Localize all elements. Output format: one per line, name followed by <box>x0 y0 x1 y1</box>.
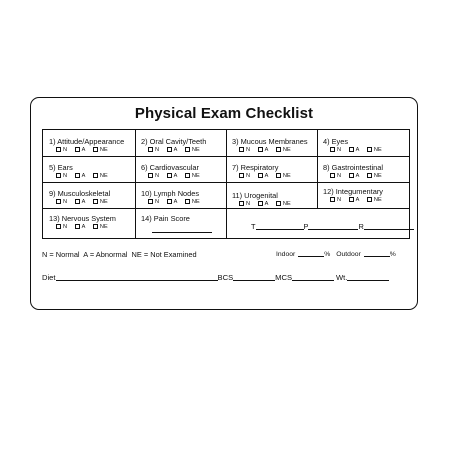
checkbox-not-examined[interactable]: NE <box>185 198 200 207</box>
checkbox-not-examined[interactable]: NE <box>367 172 382 181</box>
temperature-field[interactable] <box>256 229 304 230</box>
exam-item-label: 13) Nervous System <box>49 214 116 223</box>
exam-item-label: 14) Pain Score <box>141 214 190 223</box>
bcs-field[interactable] <box>233 280 275 281</box>
checkbox-abnormal[interactable]: A <box>349 146 360 155</box>
respiration-field[interactable] <box>364 229 414 230</box>
pulse-label: P <box>303 222 309 231</box>
bottom-row <box>42 273 389 282</box>
checkbox-normal[interactable]: N <box>56 223 67 232</box>
exam-item-label: 7) Respiratory <box>232 163 279 172</box>
environment-row <box>276 251 396 258</box>
exam-item-oral-cavity <box>135 130 226 156</box>
exam-item-label: 3) Mucous Membranes <box>232 137 308 146</box>
checkbox-abnormal[interactable]: A <box>75 146 86 155</box>
checkbox-not-examined[interactable]: NE <box>93 172 108 181</box>
checkbox-abnormal[interactable]: A <box>75 198 86 207</box>
checkbox-abnormal[interactable]: A <box>167 198 178 207</box>
outdoor-label: Outdoor <box>336 251 361 258</box>
checkbox-not-examined[interactable]: NE <box>93 223 108 232</box>
checkbox-normal[interactable]: N <box>330 172 341 181</box>
checkbox-not-examined[interactable]: NE <box>276 200 291 209</box>
checkbox-abnormal[interactable]: A <box>167 146 178 155</box>
exam-item-label: 8) Gastrointestinal <box>323 163 383 172</box>
exam-item-label: 1) Attitude/Appearance <box>49 137 125 146</box>
percent-sign: % <box>324 251 331 258</box>
checkbox-not-examined[interactable]: NE <box>276 172 291 181</box>
temperature-label: T <box>251 222 256 231</box>
checkbox-not-examined[interactable]: NE <box>93 146 108 155</box>
exam-item-respiratory <box>226 156 317 182</box>
checkbox-normal[interactable]: N <box>148 198 159 207</box>
exam-item-pain-score <box>135 208 226 238</box>
checkbox-abnormal[interactable]: A <box>75 172 86 181</box>
checkbox-abnormal[interactable]: A <box>258 172 269 181</box>
vitals-row <box>251 222 414 231</box>
checkbox-abnormal[interactable]: A <box>258 200 269 209</box>
diet-field[interactable] <box>56 280 218 281</box>
exam-item-lymph-nodes <box>135 182 226 208</box>
weight-field[interactable] <box>347 280 389 281</box>
checkbox-normal[interactable]: N <box>239 146 250 155</box>
checkbox-abnormal[interactable]: A <box>258 146 269 155</box>
checkbox-abnormal[interactable]: A <box>349 172 360 181</box>
exam-item-label: 4) Eyes <box>323 137 349 146</box>
diet-label: Diet <box>42 273 56 282</box>
checkbox-normal[interactable]: N <box>330 196 341 205</box>
pulse-field[interactable] <box>308 229 358 230</box>
checkbox-normal[interactable]: N <box>56 172 67 181</box>
exam-item-label: 5) Ears <box>49 163 73 172</box>
checkbox-normal[interactable]: N <box>239 200 250 209</box>
exam-item-label: 9) Musculoskeletal <box>49 189 111 198</box>
checkbox-not-examined[interactable]: NE <box>367 196 382 205</box>
exam-item-label: 6) Cardiovascular <box>141 163 199 172</box>
checkbox-not-examined[interactable]: NE <box>367 146 382 155</box>
exam-item-label: 11) Urogenital <box>232 191 278 200</box>
exam-item-nervous-system <box>43 208 135 238</box>
exam-item-label: 2) Oral Cavity/Teeth <box>141 137 207 146</box>
exam-item-urogenital <box>226 182 317 208</box>
checkbox-not-examined[interactable]: NE <box>93 198 108 207</box>
exam-item-label: 12) Integumentary <box>323 187 383 196</box>
checkbox-not-examined[interactable]: NE <box>185 146 200 155</box>
respiration-label: R <box>358 222 364 231</box>
percent-sign: % <box>389 251 396 258</box>
outdoor-field[interactable] <box>364 256 390 257</box>
checkbox-normal[interactable]: N <box>239 172 250 181</box>
checkbox-not-examined[interactable]: NE <box>185 172 200 181</box>
checkbox-abnormal[interactable]: A <box>167 172 178 181</box>
indoor-label: Indoor <box>276 251 296 258</box>
indoor-field[interactable] <box>298 256 324 257</box>
exam-item-label: 10) Lymph Nodes <box>141 189 200 198</box>
checkbox-not-examined[interactable]: NE <box>276 146 291 155</box>
mcs-field[interactable] <box>292 280 334 281</box>
checkbox-normal[interactable]: N <box>56 146 67 155</box>
pain-score-field[interactable] <box>152 232 212 233</box>
checkbox-normal[interactable]: N <box>148 172 159 181</box>
checkbox-normal[interactable]: N <box>56 198 67 207</box>
weight-label: Wt. <box>336 273 348 282</box>
checkbox-abnormal[interactable]: A <box>349 196 360 205</box>
checkbox-abnormal[interactable]: A <box>75 223 86 232</box>
checkbox-normal[interactable]: N <box>330 146 341 155</box>
exam-item-ears <box>43 156 135 182</box>
exam-item-musculoskeletal <box>43 182 135 208</box>
exam-item-mucous-membranes <box>226 130 317 156</box>
exam-item-eyes <box>317 130 409 156</box>
legend-text: N = Normal A = Abnormal NE = Not Examined <box>42 250 197 259</box>
exam-item-integumentary <box>317 182 409 208</box>
checklist-title: Physical Exam Checklist <box>134 105 314 122</box>
checkbox-normal[interactable]: N <box>148 146 159 155</box>
mcs-label: MCS <box>275 273 293 282</box>
exam-item-attitude <box>43 130 135 156</box>
exam-item-cardiovascular <box>135 156 226 182</box>
bcs-label: BCS <box>217 273 234 282</box>
exam-checklist-card <box>30 97 418 310</box>
exam-item-gastrointestinal <box>317 156 409 182</box>
